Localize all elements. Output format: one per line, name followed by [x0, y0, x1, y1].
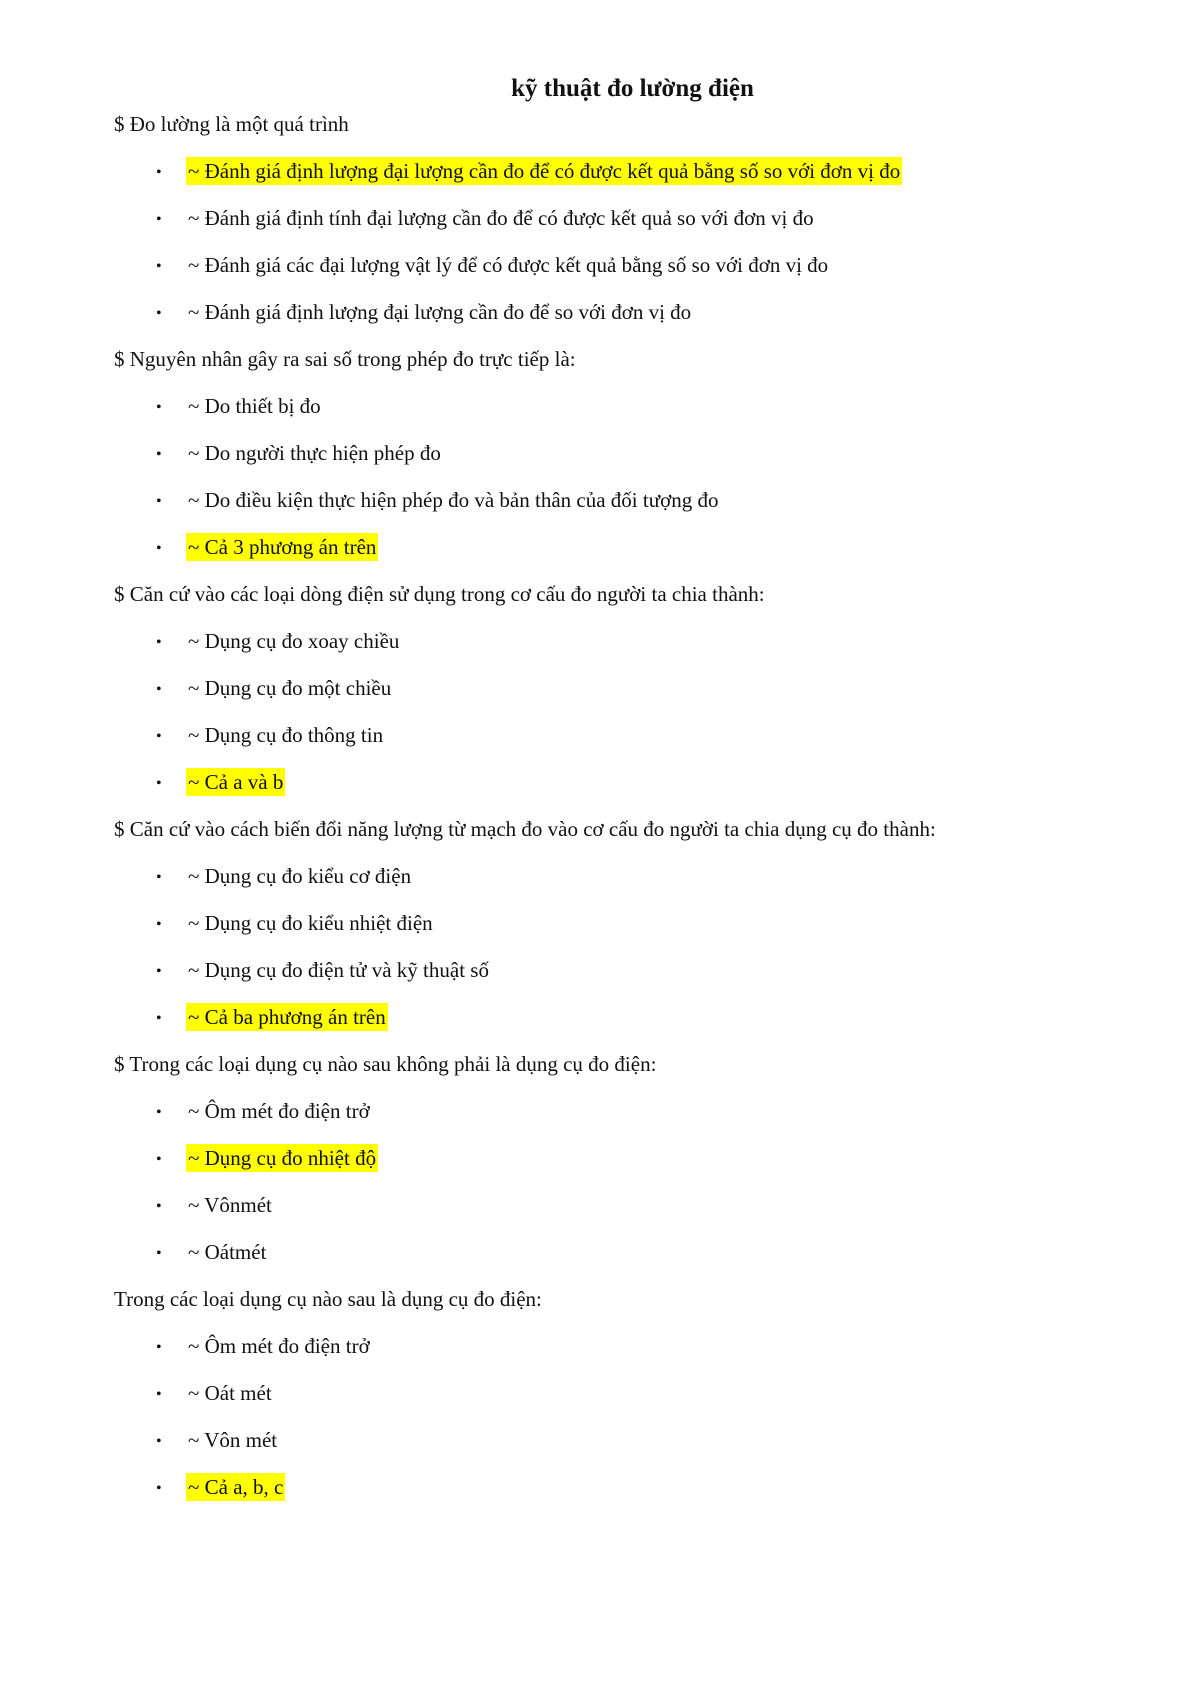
option-text: ~ Đánh giá định tính đại lượng cần đo để có được kết quả so với đơn vị đo [188, 206, 814, 230]
question-1-option-1 [156, 157, 902, 187]
question-2-option-2 [156, 439, 443, 469]
question-3: $ Căn cứ vào các loại dòng điện sử dụng trong cơ cấu đo người ta chia thành: [114, 582, 765, 606]
bullet-icon: • [156, 1010, 162, 1027]
question-3-option-3 [156, 721, 385, 751]
bullet-icon: • [156, 963, 162, 980]
option-text: ~ Cả a và b [188, 770, 284, 794]
question-6-option-3 [156, 1426, 279, 1456]
bullet-icon: • [156, 775, 162, 792]
bullet-icon: • [156, 540, 162, 557]
bullet-icon: • [156, 211, 162, 228]
bullet-icon: • [156, 681, 162, 698]
question-5-option-3 [156, 1191, 274, 1221]
question-3-option-2 [156, 674, 393, 704]
option-text: ~ Do thiết bị đo [188, 394, 321, 418]
bullet-icon: • [156, 1433, 162, 1450]
option-text: ~ Dụng cụ đo điện tử và kỹ thuật số [188, 958, 489, 982]
question-4: $ Căn cứ vào cách biến đổi năng lượng từ mạch đo vào cơ cấu đo người ta chia dụng cụ đo thành: [114, 817, 936, 841]
question-2-option-4 [156, 533, 378, 563]
bullet-icon: • [156, 634, 162, 651]
option-text: ~ Dụng cụ đo kiểu cơ điện [188, 864, 412, 888]
question-6-option-1 [156, 1332, 372, 1362]
option-text: ~ Ôm mét đo điện trở [188, 1099, 370, 1123]
question-4-option-4 [156, 1003, 388, 1033]
question-3-option-4 [156, 768, 285, 798]
question-1-option-4 [156, 298, 693, 328]
option-text: ~ Do điều kiện thực hiện phép đo và bản thân của đối tượng đo [188, 488, 719, 512]
bullet-icon: • [156, 1480, 162, 1497]
question-1-option-3 [156, 251, 830, 281]
option-text: ~ Đánh giá các đại lượng vật lý để có được kết quả bằng số so với đơn vị đo [188, 253, 829, 277]
question-5-option-4 [156, 1238, 268, 1268]
option-text: ~ Dụng cụ đo kiểu nhiệt điện [188, 911, 433, 935]
question-6-option-2 [156, 1379, 274, 1409]
bullet-icon: • [156, 869, 162, 886]
bullet-icon: • [156, 399, 162, 416]
option-text: ~ Cả a, b, c [188, 1475, 284, 1499]
bullet-icon: • [156, 446, 162, 463]
option-text: ~ Dụng cụ đo xoay chiều [188, 629, 400, 653]
question-1-option-2 [156, 204, 816, 234]
option-text: ~ Do người thực hiện phép đo [188, 441, 441, 465]
question-5-option-2 [156, 1144, 378, 1174]
question-4-option-3 [156, 956, 491, 986]
bullet-icon: • [156, 916, 162, 933]
option-text: ~ Vônmét [188, 1193, 272, 1217]
bullet-icon: • [156, 258, 162, 275]
option-text: ~ Oátmét [188, 1240, 267, 1264]
bullet-icon: • [156, 728, 162, 745]
option-text: ~ Cả 3 phương án trên [188, 535, 377, 559]
option-text: ~ Cả ba phương án trên [188, 1005, 386, 1029]
question-4-option-1 [156, 862, 413, 892]
question-1: $ Đo lường là một quá trình [114, 112, 349, 136]
question-5-option-1 [156, 1097, 372, 1127]
bullet-icon: • [156, 1245, 162, 1262]
question-5: $ Trong các loại dụng cụ nào sau không phải là dụng cụ đo điện: [114, 1052, 657, 1076]
option-text: ~ Dụng cụ đo một chiều [188, 676, 392, 700]
bullet-icon: • [156, 1104, 162, 1121]
option-text: ~ Đánh giá định lượng đại lượng cần đo để so với đơn vị đo [188, 300, 692, 324]
option-text: ~ Dụng cụ đo nhiệt độ [188, 1146, 377, 1170]
question-6: Trong các loại dụng cụ nào sau là dụng cụ đo điện: [114, 1287, 542, 1311]
bullet-icon: • [156, 164, 162, 181]
option-text: ~ Ôm mét đo điện trở [188, 1334, 370, 1358]
question-2: $ Nguyên nhân gây ra sai số trong phép đo trực tiếp là: [114, 347, 576, 371]
question-2-option-1 [156, 392, 323, 422]
question-2-option-3 [156, 486, 720, 516]
document-title: kỹ thuật đo lường điện [511, 75, 754, 102]
option-text: ~ Dụng cụ đo thông tin [188, 723, 384, 747]
option-text: ~ Vôn mét [188, 1428, 278, 1452]
option-text: ~ Đánh giá định lượng đại lượng cần đo để có được kết quả bằng số so với đơn vị đo [188, 159, 901, 183]
bullet-icon: • [156, 1386, 162, 1403]
bullet-icon: • [156, 493, 162, 510]
question-4-option-2 [156, 909, 435, 939]
bullet-icon: • [156, 305, 162, 322]
question-3-option-1 [156, 627, 401, 657]
bullet-icon: • [156, 1198, 162, 1215]
bullet-icon: • [156, 1339, 162, 1356]
question-6-option-4 [156, 1473, 285, 1503]
bullet-icon: • [156, 1151, 162, 1168]
option-text: ~ Oát mét [188, 1381, 272, 1405]
